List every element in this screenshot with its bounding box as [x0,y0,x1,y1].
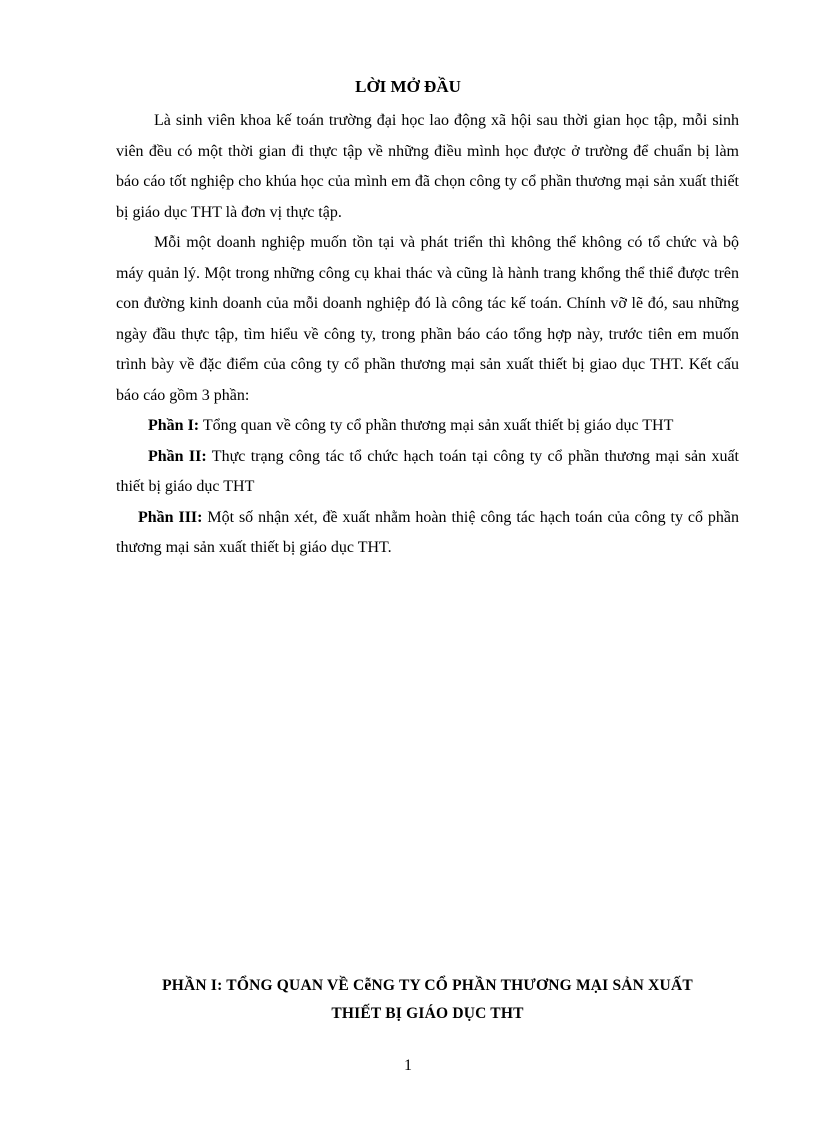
part-3-item [116,503,739,564]
part-2-item [116,442,739,503]
intro-paragraph-1: Là sinh viên khoa kế toán trường đại học lao động xã hội sau thời gian học tập, mỗi sinh viên đều có một thời gian đi thực tập về những điều mình học được ở trường để chuẩn bị làm báo cáo tốt nghiệp cho khúa học của mình em đã chọn công ty cổ phần thương mại sản xuất thiết bị giáo dục THT là đơn vị thực tập. [116,112,739,221]
part-1-item [116,411,739,442]
part-2-text: Thực trạng công tác tổ chức hạch toán tại công ty cổ phần thương mại sản xuất thiết bị giáo dục THT [116,447,739,495]
part-2-label: Phần II: [148,447,207,465]
part-1-label: Phần I: [148,417,200,434]
section-heading-line-1: PHẦN I: TỔNG QUAN VỀ CễNG TY CỔ PHẦN THƯƠNG MẠI SẢN XUẤT [162,977,693,994]
section-heading-line-2: THIẾT BỊ GIÁO DỤC THT [331,1005,524,1022]
part-3-label: Phần III: [138,508,203,526]
page-title: LỜI MỞ ĐẦU [355,77,461,96]
body-text [116,106,739,564]
part-3-text: Một số nhận xét, đề xuất nhằm hoàn thiệ công tác hạch toán của công ty cổ phần thương mại sản xuất thiết bị giáo dục THT. [116,508,739,556]
page-number: 1 [404,1057,412,1074]
section-heading [116,972,739,1028]
part-1-text: Tổng quan về công ty cổ phần thương mại sản xuất thiết bị giáo dục THT [199,417,674,434]
intro-paragraph-2: Mỗi một doanh nghiệp muốn tồn tại và phát triển thì không thể không có tổ chức và bộ máy quản lý. Một trong những công cụ khai thác và cũng là hành trang khổng thể thiể được trên con đường kinh doanh của mỗi doanh nghiệp đó là công tác kế toán. Chính vỡ lẽ đó, sau những ngày đầu thực tập, tìm hiểu về công ty, trong phần báo cáo tổng hợp này, trước tiên em muốn trình bày về đặc điểm của công ty cổ phần thương mại sản xuất thiết bị giao dục THT. Kết cấu báo cáo gồm 3 phần: [116,234,739,404]
